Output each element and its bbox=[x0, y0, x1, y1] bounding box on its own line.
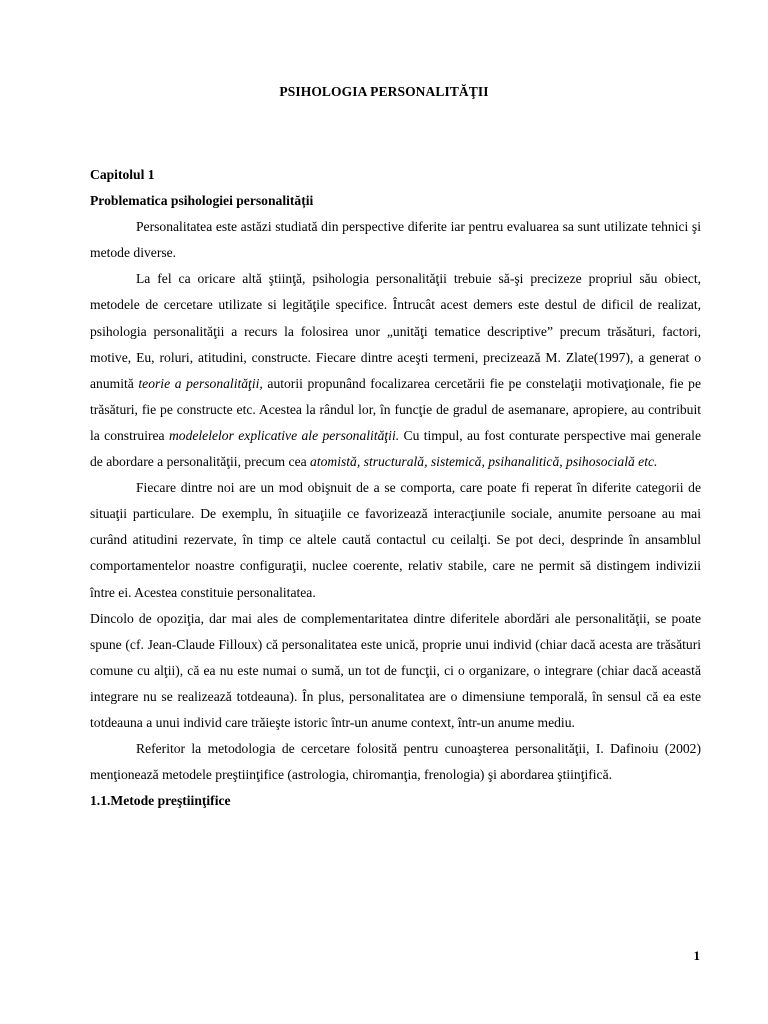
paragraph-3: Fiecare dintre noi are un mod obişnuit de a se comporta, care poate fi reperat în diferite categorii de situaţii particulare. De exemplu, în situaţiile ce favorizează interacţiunile sociale, anumite persoane au mai curând atitudini rezervate, în timp ce altele caută contactul cu ceilalţi. Se pot deci, desprinde în ansamblul comportamentelor noastre configuraţii, nuclee coerente, relativ stabile, care ne permit să distingem indivizii între ei. Acestea constituie personalitatea. bbox=[90, 480, 701, 600]
chapter-number: Capitolul 1 bbox=[90, 167, 155, 182]
paragraph-5: Referitor la metodologia de cercetare folosită pentru cunoaşterea personalităţii, I. Dafinoiu (2002) menţionează metodele preştiinţifice (astrologia, chiromanţia, frenologia) şi abordarea ştiinţifică. bbox=[90, 741, 701, 783]
paragraph-2 bbox=[90, 266, 701, 475]
paragraph-2-italic-theory: teorie a personalităţii, bbox=[138, 375, 263, 391]
document-body bbox=[90, 162, 701, 814]
chapter-title: Problematica psihologiei personalității bbox=[90, 193, 314, 209]
document-title: PSIHOLOGIA PERSONALITĂŢII bbox=[279, 84, 489, 99]
section-heading: 1.1.Metode preştiinţifice bbox=[90, 793, 231, 809]
paragraph-2-text-a: La fel ca oricare altă ştiinţă, psihologia personalităţii trebuie să-şi precizeze propriul său obiect, metodele de cercetare utilizate si legităţile specifice. Întrucât acest demers este destul de dificil de realizat, psihologia personalităţii a recurs la folosirea unor „unităţi tematice descriptive” precum trăsături, factori, motive, Eu, roluri, atitudini, constructe. Fiecare dintre aceşti termeni, precizează M. Zlate(1997), a generat o anumită bbox=[90, 271, 701, 391]
paragraph-2-italic-models: modelelelor explicative ale personalităţii. bbox=[168, 427, 400, 443]
paragraph-4: Dincolo de opoziţia, dar mai ales de complementaritatea dintre diferitele abordări ale personalităţii, se poate spune (cf. Jean-Claude Filloux) că personalitatea este unică, proprie unui individ (chiar dacă acesta are trăsături comune cu alţii), că ea nu este numai o sumă, un tot de funcţii, ci o organizare, o integrare (chiar dacă această integrare nu se realizează totdeauna). În plus, personalitatea are o dimensiune temporală, în sensul că ea este totdeauna a unui individ care trăieşte istoric într-un anume context, într-un anume mediu. bbox=[90, 610, 701, 730]
paragraph-2-italic-perspectives: atomistă, structurală, sistemică, psihanalitică, psihosocială etc. bbox=[310, 454, 658, 470]
paragraph-1: Personalitatea este astăzi studiată din perspective diferite iar pentru evaluarea sa sunt utilizate tehnici şi metode diverse. bbox=[90, 219, 701, 261]
paragraph-2-text-e: Cu timpul, au fost conturate perspective mai generale de abordare a personalităţii, precum cea bbox=[90, 427, 701, 470]
paragraph-2-text-c: autorii propunând focalizarea cercetării fie pe constelaţii motivaţionale, fie pe trăsături, fie pe constructe etc. Acestea la rândul lor, în funcţie de gradul de asemanare, apropiere, au contribuit la construirea bbox=[90, 375, 702, 443]
page-number: 1 bbox=[693, 948, 700, 963]
